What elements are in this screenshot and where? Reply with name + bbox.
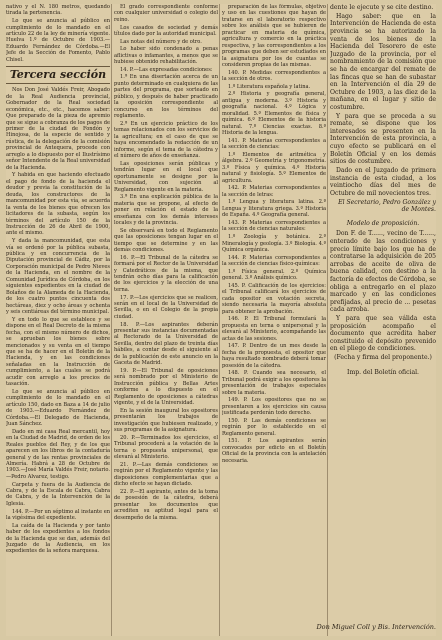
col3-paragraph: 1.º Zoología y botánica. 2.º Mineralogía y geología. 3.º Biología. 4.º Química orgánica. [222,234,326,253]
col3-paragraph: 146. P. El Tribunal formulará la propuesta en terna o unipersonal y la elevará al Ministerio, acompañando las actas de las sesiones. [222,316,326,342]
column-4 [330,4,436,636]
col3-paragraph: 147. P. Dentro de un mes desde la fecha de la propuesta, el opositor que haya resultado nombrado deberá tomar posesión de la cátedra. [222,343,326,369]
col2-paragraph: 14. P.—Las expresadas condiciones: [120,66,213,73]
column-1 [6,4,110,636]
col2-paragraph: 17. P.—Los ejercicios que se realicen, serán en el local de la Universidad de Sevilla, o en el Colegio de la propia ciudad. [114,294,218,320]
col2-paragraph: 19. P.—El Tribunal de oposiciones será nombrado por el Ministerio de Instrucción pública y Bellas Artes conforme a lo dispuesto en el Reglamento de oposiciones a cátedras vigente, y el de la Universidad. [114,367,218,407]
col4-paragraph: Y para que se proceda a su remate, se dispone que los interesados se presenten en la Intervención de esta provincia, a cuyo efecto se publicará en el Boletín Oficial y en los demás sitios de costumbre. [330,112,436,166]
col2-paragraph: Los casados de sociedad y demás títulos dado por la autoridad municipal. [114,24,218,37]
col3-paragraph: 149. P. Los opositores que no se presentaren a los ejercicios sin causa justificada perderán todo derecho. [222,397,326,417]
col1-paragraph: Carpeta y fuera de la Audiencia de Cabra, y de la Escala de Cabra, Cabra de Cabra, y de la Intervención de la Iglesia. [6,481,110,507]
col3-paragraph: 2.º Historia y geografía general, antigua y moderna. 3.º Historia y geografía nacional. 4.º Lógica y moralidad. 5.º Elementos de física y química. 6.º Elementos de la historia natural. 7.º Ciencias exactas. 8.º Historia de la lengua. [222,91,326,137]
column-divider [327,4,328,636]
col3-paragraph: 1.º Lengua y literatura latina. 2.º Lengua y literatura griega. 3.º Historia de España. 4.º Geografía general. [222,199,326,219]
col1-paragraph: Nos Don José Valdés Freir, Abogado de la Real Audiencia provincial, Gobernador de la Real sociedad económica, etc., etc., hacemos saber: Que preparado de la pieza de apremio que se sigue a cobranza de los pagos de primer de la ciudad de Fondón y Hinojosa, de la especie de sentido y rústica, de la delegación de la comisión provincial de Antequera, procede con arreglo a lo dispuesto por el Ilustrísimo señor Intendente de la Real universidad de la Hacienda. [6,87,110,171]
col1-paragraph: Lo que se anuncia al público en cumplimiento de lo mandado en el artículo 22 de la ley de minería vigente. Huelva 1.º de Octubre de 1903.—Eduardo Fernández de Córdoba.—El Jefe de la Sección de Fomento, Pablo Chisel. [6,18,110,63]
column-2 [114,4,218,636]
col2-paragraph: 21. P.—Las demás condiciones se regirán por el Reglamento vigente y las disposiciones complementarias que a dicho efecto se hayan dictado. [114,461,218,488]
col2-paragraph: 3.ª En una explicación pública de la materia que se propone, al efecto de poner en relación el estado de la enseñanza con los demás intereses locales y de la provincia. [114,194,218,226]
col2-paragraph: En la sesión inaugural los opositores presentarán los trabajos de investigación que hubiesen realizado, y sus programas de la asignatura. [114,407,218,434]
col1-paragraph: Y en todo lo que se establece y se dispone en el Real Decreto de la misma fecha, con el mismo número de dichos, se aprueban los bienes sobre mencionados y su venta en el tiempo que se ha de hacer en el Boletín de la Hacienda, y en las condiciones señaladas en la Instrucción de cumplimiento, a las cuales se podrá acudir con arreglo a los precios de tasación. [6,316,110,388]
col1-paragraph: 144. P.—Por un séptimo al instante en la vigésima del expediente. [6,508,110,522]
col3-paragraph: 1.º Elementos de aritmética y álgebra. 2.º Geometría y trigonometría. 3.º Física y química. 4.º Historia natural y fisiología. 5.º Elementos de agricultura. [222,151,326,184]
col3-paragraph: 1.º Física general. 2.º Química general. 3.º Análisis químico. [222,268,326,282]
col3-paragraph: 143. P. Materias correspondientes a la sección de ciencias naturales: [222,220,326,233]
column-divider [111,4,112,636]
model-title: Modelo de proposición. [346,219,420,227]
col4-paragraph: Y para que sea válida esta proposición acompaño el documento que acredita haber constituido el depósito prevenido en el pliego de condiciones. [330,315,436,353]
col1-top: nativo y el N. 180 metros, quedando tirada la pertenencia. [6,4,110,17]
col3-paragraph: 140. P. Medidas correspondientes a la sección de otros. [222,69,326,83]
col3-paragraph: 148. P. Cuando sea necesario, el Tribunal podrá exigir a los opositores la presentación de trabajos especiales sobre la materia. [222,370,326,396]
col1-paragraph: Dado en mi casa Real mercantil, hoy en la Ciudad de Madrid, de orden de los Reales pueblos del Rey, y de los que aparecen en los libros de la contaduría general y de las rentas provinciales de Almería. Habrá a 28 de Octubre de 1903.—José María Valdés Freir, notario.—Pedro Alvarez, testigo. [6,428,110,480]
printer-credit: Imp. del Boletín oficial. [347,369,419,377]
col3-paragraph: 144. P. Materias correspondientes a la sección de ciencias físico-químicas: [222,254,326,268]
column-divider [219,4,220,636]
col1-paragraph: Lo que se anuncia al público en cumplimiento de lo mandado en el artículo 150, dado en Baza a 14 de julio de 1903.—Eduardo Fernández de Córdoba.—El Delegado de Hacienda, Juan Sánchez. [6,388,110,428]
col2-paragraph: Lo haber sido condenado a penas aflictivas o infamantes, a menos que se hubiese obtenido rehabilitación. [114,46,218,66]
col2-paragraph: Las notas del número y de otro. [120,38,202,45]
signature: El Secretario, Pedro González y de Montes. [338,198,436,214]
col3-paragraph: 150. P. Las demás condiciones se regirán por lo establecido en el Reglamento general. [222,417,326,437]
column-3 [222,4,326,636]
col3-paragraph: 145. P. Calificación de los ejercicios: el Tribunal calificará los ejercicios de cada opositor en votación secreta, siendo necesaria la mayoría absoluta para obtener la aprobación. [222,282,326,315]
col4-paragraph: Don F. de T......, vecino de T......, enterado de las condiciones y precio límite bajo los que ha de contratarse la adquisición de 205 arrobas de aceite de oliva de buena calidad, con destino a la factoría de efectos de Córdoba, se obliga a entregarlo en el plazo marcado y en las condiciones prefijadas, al precio de ... pesetas cada arroba. [330,230,436,314]
col1-paragraph: La caída de la Hacienda y por tanto haber de los expedientes a los fondos de la Hacienda que se dan, además del Juzgado de la Audiencia, en los expedientes de la señora marquesa. [6,522,110,555]
col1-paragraph: Y habida en que haciendo efectuado el pago de fondo de la hacienda el deudor y previa la constitución de la deuda, los constructores de la mancomunidad por esta vía, se acuerda la venta de los bienes que ofrecen los licitadores de la subasta, según los términos del artículo 150 de la Instrucción de 26 de Abril de 1900, ante el mismo. [6,172,110,237]
col1-paragraph: Y dada la mancomunidad, que esta vía se ordenó por la pública subasta, pública y en concurrencia de la Diputación provincial de Cádiz, por la Corporación municipal de Pedro Nieves de la Hacienda, en el nombre de la Comunidad Jurídica de Córdoba, en los siguientes expedientes en la ciudad de Bolaños de la Alameda de la Hacienda, de los cuatro puntos cincuenta dos hectáreas, diez y ocho áreas y ochenta y seis centiáreas del término municipal. [6,238,110,316]
col2-paragraph: 20. P.—Terminados los ejercicios, el Tribunal procederá a la votación de la terna o propuesta unipersonal, que elevará al Ministerio. [114,434,218,461]
col2-paragraph: Las oposiciones serán públicas y tendrán lugar en el local que oportunamente se designe por la Universidad, con sujeción al Reglamento vigente en la materia. [114,160,218,193]
col4-paragraph: dente le ejecute y se cite destino. [330,4,434,11]
col4-paragraph: Hago saber: que en la Intervención de Hacienda de esta provincia se ha autorizado la venta de los bienes de la Hacienda del Tesorero de este Juzgado de la provincia, por el nombramiento de la comisión que se ha de encargar del remate de las fincas que se han de subastar en la Intervención el día 29 de Octubre de 1903, a las diez de la mañana, en el lugar y sitio de costumbre. [330,12,436,111]
col3-paragraph: 1.º Literatura española y latina. [228,83,311,90]
col2-paragraph: 16. P.—El Tribunal de la cátedra se formará por el Rector de la Universidad y Catedráticos de la misma, que tendrán ocho días para la calificación de los ejercicios y la elección de una terna. [114,254,218,293]
col2-paragraph: Se observará en todo el Reglamento que las oposiciones tengan lugar en el tiempo que se determine y en las demás condiciones. [114,227,218,253]
date-signature-note: (Fecha y firma del proponente.) [334,354,432,362]
col4-paragraph: Dado en el Juzgado de primera instancia de esta ciudad, a los veintiocho días del mes de Octubre de mil novecientos tres. [330,167,436,197]
bottom-signature: Don Miguel Coll y Bis. Intervención. [316,623,436,631]
col3-paragraph: 142. P. Materias correspondientes a la sección de letras: [222,185,326,198]
col2-paragraph: 22. P.—El aspirante, antes de la toma de posesión de la cátedra, deberá presentar los documentos que acrediten su aptitud legal para el desempeño de la misma. [114,488,218,521]
col2-paragraph: 1.ª En una disertación acerca de un punto determinado en cualquiera de las partes del programa, que sorteado en público, y después de haber practicado la oposición correspondiente al concurso en los términos del reglamento. [114,74,218,120]
col2-paragraph: 18. P.—Los aspirantes deberán presentar sus instancias documentadas al Rectorado de la Universidad de Sevilla, dentro del plazo de treinta días hábiles, a contar desde el siguiente al de la publicación de este anuncio en la Gaceta de Madrid. [114,321,218,367]
col3-paragraph: 141. P. Materias correspondientes a la sección de ciencias: [222,137,326,151]
section-title: Tercera sección [6,66,110,84]
col3-paragraph: 151. P. Los aspirantes serán convocados por edicto en el Boletín Oficial de la provincia con la antelación necesaria. [222,438,326,464]
newspaper-page [6,4,436,636]
col2-paragraph: El grado correspondiente conforme con cualquier universidad o colegio del reino. [114,4,218,23]
col3-paragraph: preparación de las fórmulas, objetivo y uso en las cuestiones que hayan de tratarse en el laboratorio respectivo sobre los análisis que se hubieren de practicar en materia de química, agricultura y comercio en la práctica respectiva, y las correspondientes a los programas que deben ser estudiados en la asignatura por los de cuantas se consideren propias de las mismas. [222,4,326,69]
col2-paragraph: 2.ª En un ejercicio práctico de los temas relacionados con los servicios de la agricultura; en el caso de que se haya encomendado la redacción de un informe, según el tema de la cátedra y el número de años de enseñanza. [114,120,218,160]
